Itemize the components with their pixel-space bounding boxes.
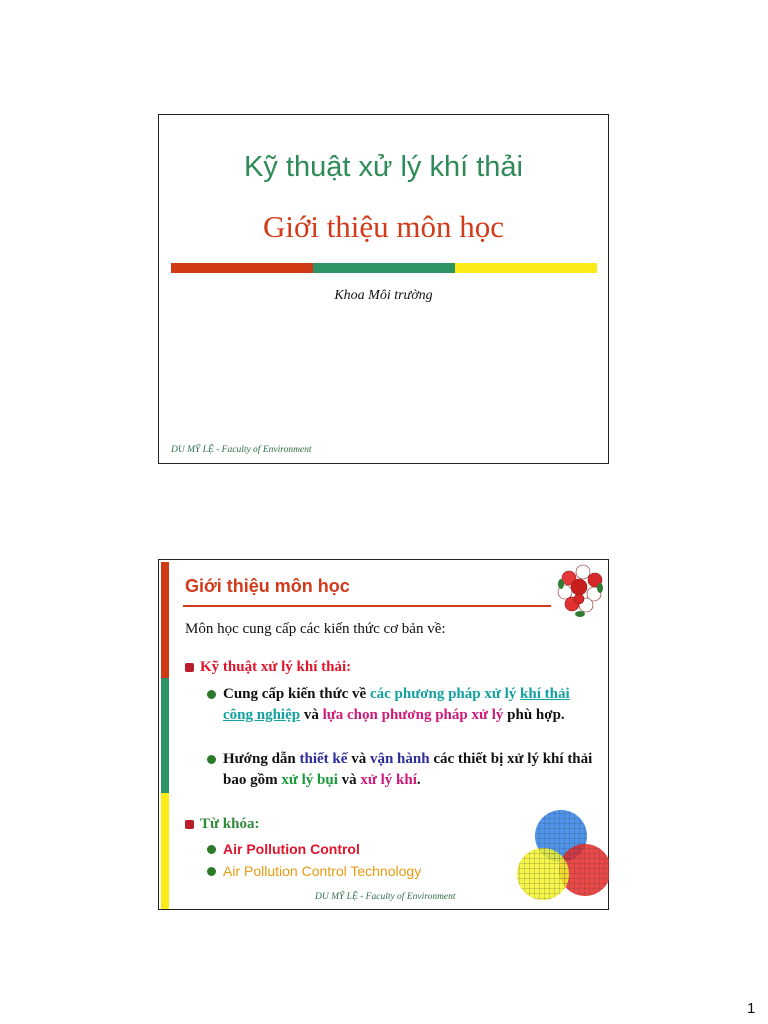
- highlight-operation: vận hành: [369, 751, 430, 767]
- keyword-1-text: Air Pollution Control: [223, 841, 360, 857]
- page-number: 1: [747, 1000, 756, 1017]
- slide-2-title: Giới thiệu môn học: [185, 576, 350, 596]
- highlight-industrial-gas: khí thải công nghiệp: [223, 686, 570, 723]
- slide-1: [158, 114, 609, 464]
- venn-circles-icon: [509, 808, 609, 908]
- keyword-2: [207, 863, 421, 879]
- section-keywords: [185, 816, 259, 833]
- bullet-dot-icon: [207, 690, 216, 699]
- tricolor-bar: [171, 263, 597, 273]
- keyword-2-text: Air Pollution Control Technology: [223, 863, 422, 879]
- item-text: và: [300, 707, 323, 723]
- sidebar-red-segment: [161, 562, 169, 678]
- item-text: Hướng dẫn: [223, 751, 300, 767]
- item-text: Cung cấp kiến thức về: [223, 686, 370, 702]
- section-techniques-label: Kỹ thuật xử lý khí thải:: [200, 659, 352, 675]
- section-techniques: [185, 659, 351, 676]
- sidebar-yellow-segment: [161, 793, 169, 909]
- highlight-gas: xử lý khí: [360, 772, 417, 788]
- highlight-choose-method: lựa chọn phương pháp xử lý: [322, 707, 504, 723]
- department-label: Khoa Môi trường: [334, 288, 433, 303]
- intro-text: Môn học cung cấp các kiến thức cơ bản về:: [185, 621, 446, 637]
- bar-yellow-segment: [455, 263, 597, 273]
- flower-bouquet-icon: [555, 562, 605, 618]
- slide-2-footer: DU MỸ LỆ - Faculty of Environment: [315, 892, 456, 902]
- slide-1-footer: DU MỸ LỆ - Faculty of Environment: [171, 445, 312, 455]
- slide-1-subtitle: Giới thiệu môn học: [262, 209, 505, 244]
- item-text: các thiết bị xử lý khí thải bao gồm: [223, 751, 593, 788]
- item-text: .: [416, 772, 421, 788]
- list-item: [207, 684, 597, 726]
- slide-2: [158, 559, 609, 910]
- item-text: và: [337, 772, 361, 788]
- bar-red-segment: [171, 263, 313, 273]
- list-item: [207, 749, 597, 791]
- bullet-dot-icon: [207, 867, 216, 876]
- section-keywords-label: Từ khóa:: [200, 816, 260, 832]
- bullet-dot-icon: [207, 845, 216, 854]
- item-text: phù hợp.: [503, 707, 565, 723]
- bullet-marker-icon: [185, 663, 194, 672]
- bullet-marker-icon: [185, 820, 194, 829]
- slide-1-title: Kỹ thuật xử lý khí thải: [244, 151, 523, 183]
- highlight-dust: xử lý bụi: [281, 772, 338, 788]
- title-underline: [183, 605, 551, 607]
- highlight-design: thiết kế: [299, 751, 348, 767]
- bar-green-segment: [313, 263, 455, 273]
- item-text: và: [347, 751, 370, 767]
- bullet-dot-icon: [207, 755, 216, 764]
- sidebar-green-segment: [161, 678, 169, 794]
- keyword-1: [207, 841, 360, 857]
- highlight-methods: các phương pháp xử lý: [369, 686, 521, 702]
- color-sidebar: [161, 562, 169, 909]
